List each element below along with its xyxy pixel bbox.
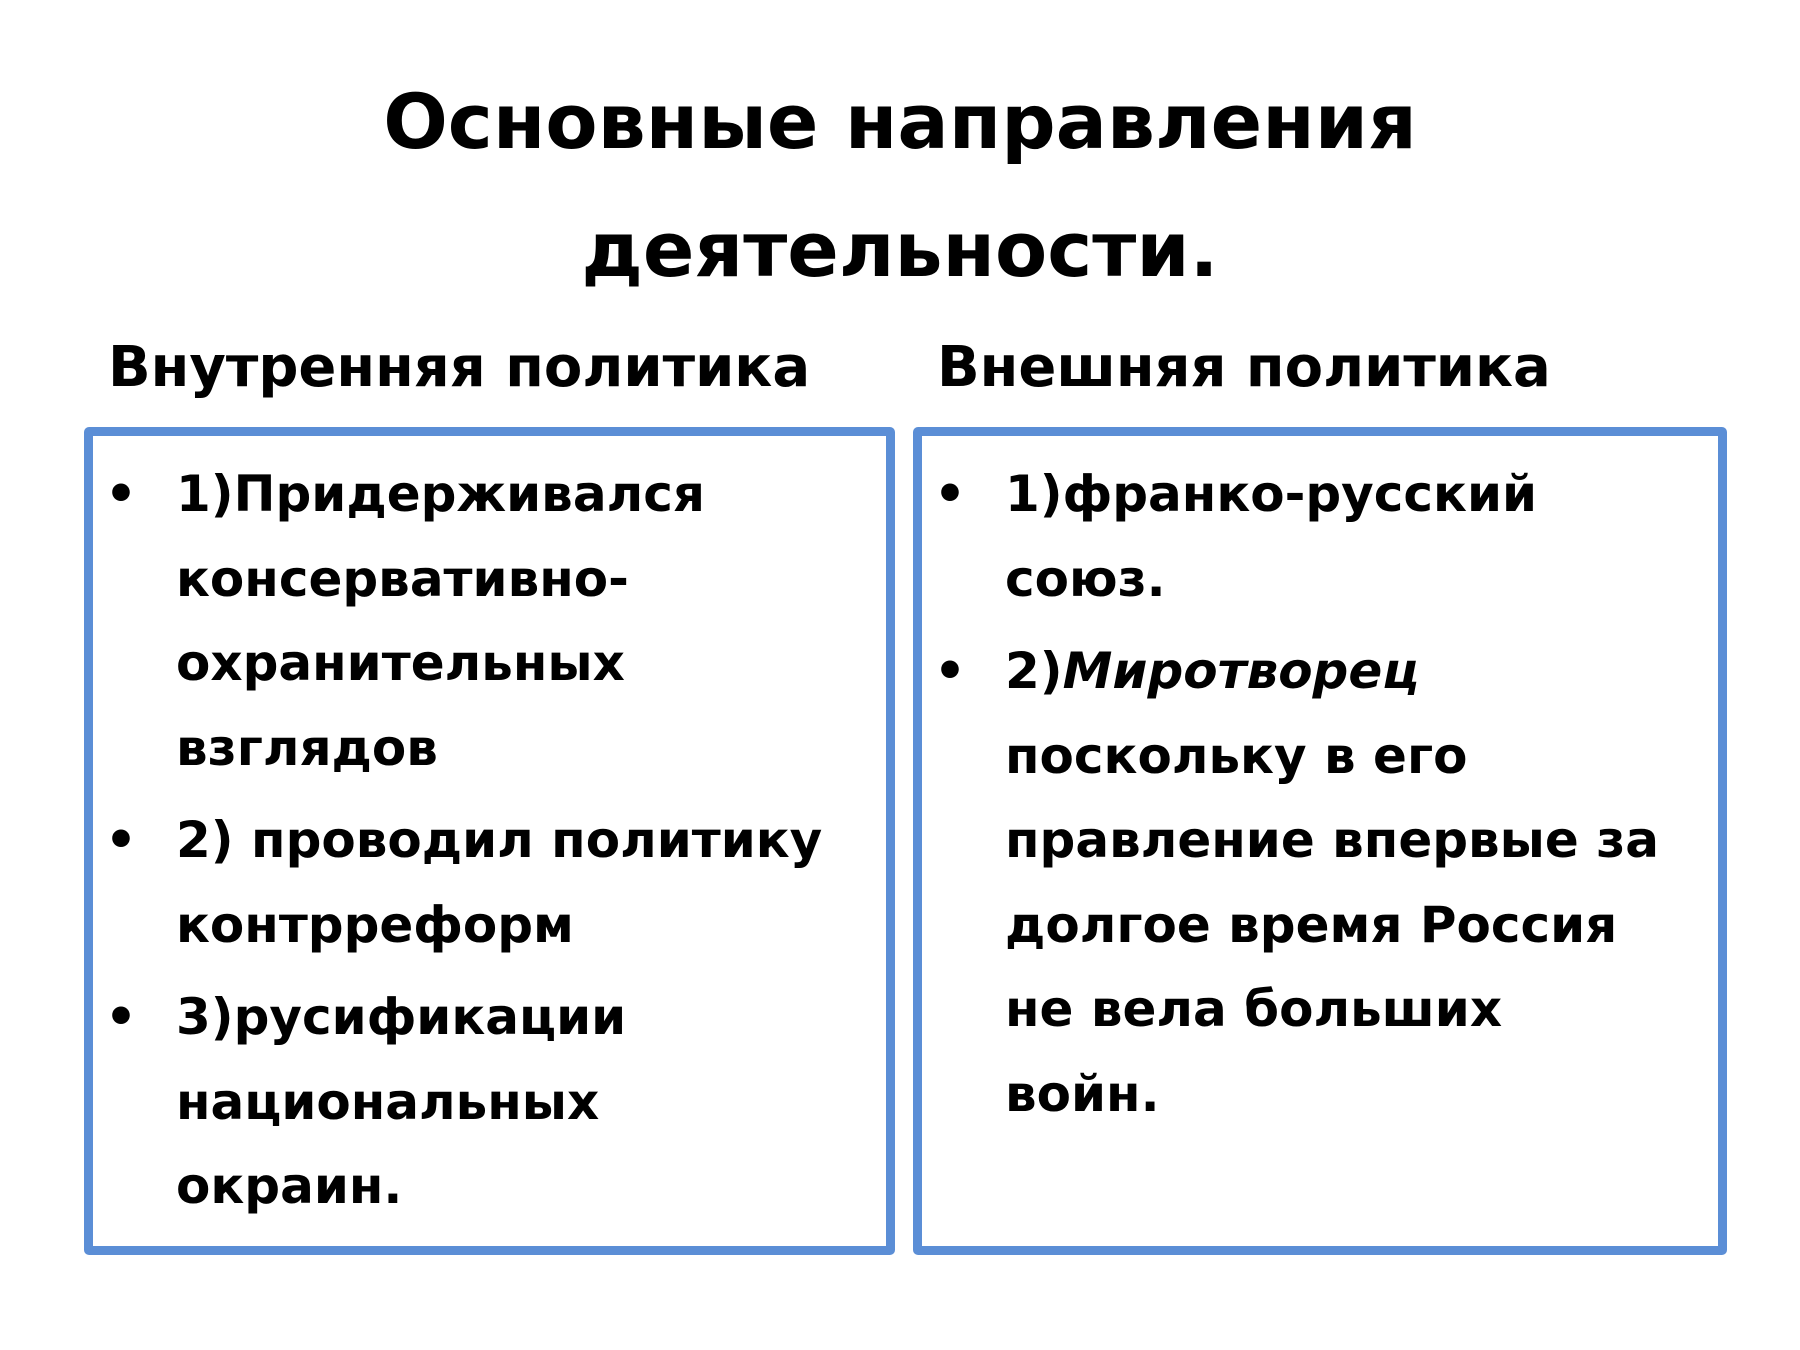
- list-item: [922, 452, 1718, 621]
- internal-policy-list: [93, 452, 886, 1237]
- item-line: национальных: [176, 1072, 600, 1131]
- item-line: поскольку в его: [1005, 726, 1468, 785]
- item-line: окраин.: [176, 1157, 403, 1215]
- slide-title: [0, 58, 1800, 314]
- title-line-2: деятельности.: [581, 205, 1219, 294]
- bullet-icon: •: [105, 465, 137, 523]
- item-line: охранительных: [176, 634, 625, 692]
- bullet-icon: •: [934, 465, 966, 523]
- item-line: долгое время Россия: [1005, 895, 1618, 954]
- item-line: взглядов: [176, 718, 438, 777]
- bullet-icon: •: [105, 811, 137, 869]
- item-line: 2) проводил политику: [176, 811, 823, 869]
- title-line-1: Основные направления: [383, 77, 1417, 166]
- bullet-icon: •: [934, 642, 966, 700]
- item-line: контрреформ: [176, 895, 574, 954]
- list-item: [93, 798, 886, 967]
- item-line: [1005, 629, 1708, 714]
- item-line: 1)Придерживался: [176, 465, 705, 523]
- item-line: 1)франко-русский: [1005, 465, 1538, 523]
- list-item: [922, 629, 1718, 1136]
- item-line: 3)русификации: [176, 988, 627, 1046]
- item-prefix: 2): [1005, 642, 1063, 700]
- item-line: не вела больших: [1005, 980, 1503, 1038]
- list-item: [93, 975, 886, 1229]
- item-line: союз.: [1005, 549, 1166, 608]
- item-line: войн.: [1005, 1064, 1160, 1123]
- item-line: консервативно-: [176, 549, 629, 608]
- foreign-policy-box: [913, 427, 1727, 1255]
- list-item: [93, 452, 886, 790]
- item-line: правление впервые за: [1005, 811, 1660, 869]
- bullet-icon: •: [105, 988, 137, 1046]
- peacemaker-emphasis: Миротворец: [1062, 642, 1420, 700]
- foreign-policy-heading: Внешняя политика: [937, 335, 1551, 400]
- internal-policy-heading: Внутренняя политика: [108, 335, 811, 400]
- internal-policy-box: [84, 427, 895, 1255]
- foreign-policy-list: [922, 452, 1718, 1144]
